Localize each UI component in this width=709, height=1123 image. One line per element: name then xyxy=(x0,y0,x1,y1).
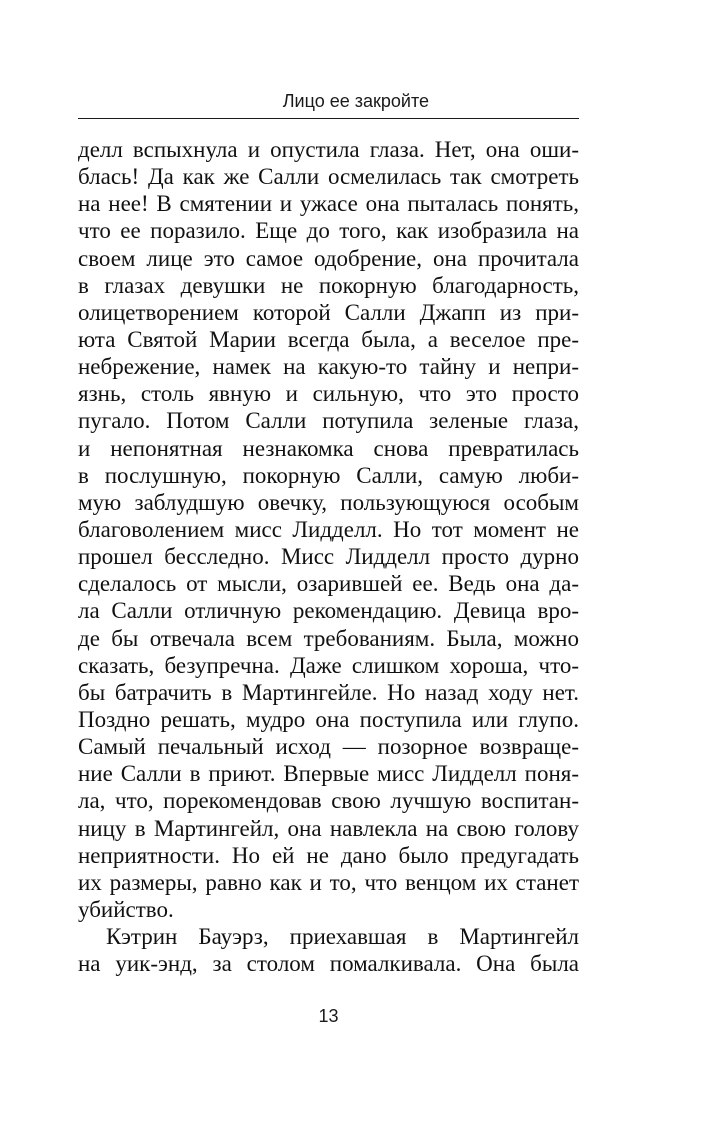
text-line: на уик-энд, за столом помалкивала. Она была xyxy=(78,951,579,977)
body-text xyxy=(78,136,579,977)
text-line: на нее! В смятении и ужасе она пыталась понять, xyxy=(78,191,579,217)
text-line: их размеры, равно как и то, что венцом их станет xyxy=(78,869,579,895)
text-line: благоволением мисс Лидделл. Но тот момент не xyxy=(78,516,579,542)
paragraph-start-line: Кэтрин Бауэрз, приехавшая в Мартингейл xyxy=(106,924,579,950)
text-line: олицетворением которой Салли Джапп из при- xyxy=(78,299,579,325)
text-line: сказать, безупречна. Даже слишком хороша, что- xyxy=(78,652,579,678)
text-line: своем лице это самое одобрение, она прочитала xyxy=(78,245,579,271)
text-line: делл вспыхнула и опустила глаза. Нет, она оши- xyxy=(78,137,579,162)
text-line: Поздно решать, мудро она поступила или глупо. xyxy=(78,706,579,732)
text-line: сделалось от мысли, озарившей ее. Ведь она да- xyxy=(78,571,579,597)
text-line: язнь, столь явную и сильную, что это просто xyxy=(78,381,579,407)
text-line: ницу в Мартингейл, она навлекла на свою голову xyxy=(78,815,579,841)
text-line: Самый печальный исход — позорное возвраще- xyxy=(78,734,579,760)
page-number: 13 xyxy=(318,1006,339,1026)
text-line: мую заблудшую овечку, пользующуюся особым xyxy=(78,489,579,515)
text-line: ние Салли в приют. Впервые мисс Лидделл поня- xyxy=(78,761,579,787)
text-line: в послушную, покорную Салли, самую люби- xyxy=(78,462,579,488)
text-line: и непонятная незнакомка снова превратилась xyxy=(78,435,579,461)
text-line: ла Салли отличную рекомендацию. Девица вро- xyxy=(78,598,579,624)
text-line: неприятности. Но ей не дано было предугадать xyxy=(78,842,579,868)
text-line: в глазах девушки не покорную благодарность, xyxy=(78,272,579,298)
paragraph-end-line: убийство. xyxy=(78,896,174,922)
text-line: юта Святой Марии всегда была, а веселое пре- xyxy=(78,326,579,352)
text-line: что ее поразило. Еще до того, как изобразила на xyxy=(78,218,579,244)
text-line: пугало. Потом Салли потупила зеленые глаза, xyxy=(78,408,579,434)
text-line: ла, что, порекомендовав свою лучшую воспитан- xyxy=(78,788,579,814)
text-line: прошел бесследно. Мисс Лидделл просто дурно xyxy=(78,544,579,570)
running-title: Лицо ее закройте xyxy=(282,91,429,111)
text-line: небрежение, намек на какую-то тайну и непри- xyxy=(78,354,579,380)
text-line: блась! Да как же Салли осмелилась так смотреть xyxy=(78,164,579,190)
header-rule xyxy=(78,118,579,119)
text-line: де бы отвечала всем требованиям. Была, можно xyxy=(78,625,579,651)
text-line: бы батрачить в Мартингейле. Но назад ходу нет. xyxy=(78,679,579,705)
